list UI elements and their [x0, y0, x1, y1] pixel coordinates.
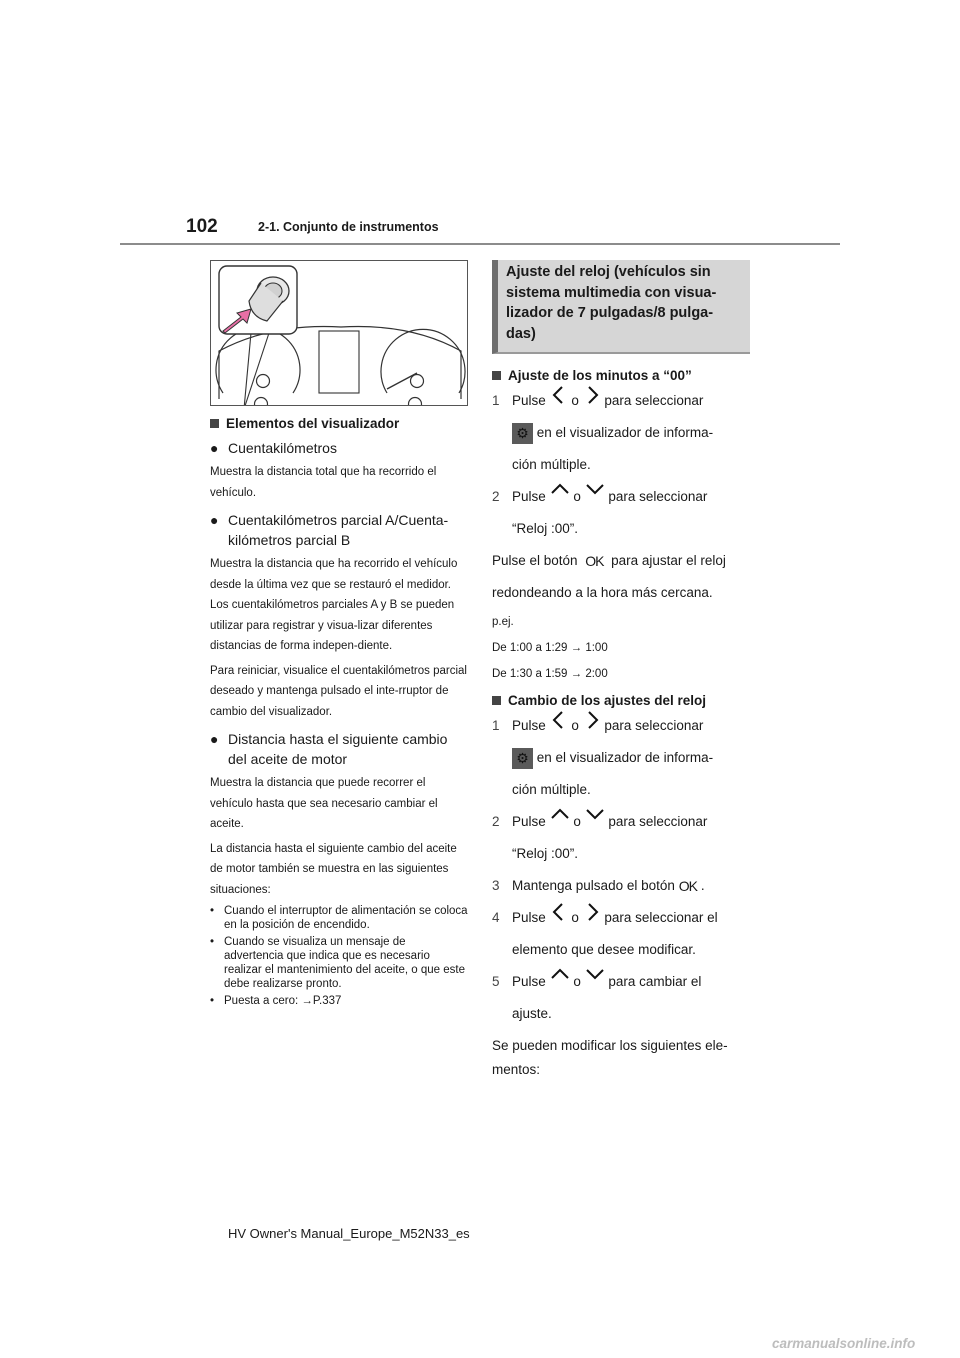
- square-bullet-icon: [210, 419, 219, 428]
- clock-setting-heading: Ajuste del reloj (vehículos sin sistema multimedia con visua-lizador de 7 pulgadas/8 pulga-das): [492, 260, 750, 354]
- odometer-desc: Muestra la distancia total que ha recorrido el vehículo.: [210, 466, 437, 499]
- footer-manual-id: HV Owner's Manual_Europe_M52N33_es: [228, 1226, 470, 1241]
- square-bullet-icon: [492, 371, 501, 380]
- display-items-heading: Elementos del visualizador: [210, 416, 468, 431]
- gear-icon: ⚙: [512, 423, 533, 444]
- multi-info-display: [319, 331, 359, 393]
- change-step-5-cont: ajuste.: [512, 1006, 552, 1022]
- chevron-down-icon: [585, 966, 605, 982]
- chevron-up-icon: [550, 966, 570, 982]
- item-odometer: ● Cuentakilómetros: [210, 440, 337, 456]
- square-bullet-icon: [492, 696, 501, 705]
- list-item: • Cuando se visualiza un mensaje de advertencia que indica que es necesario realizar el mantenimiento del aceite, o que este debe realizarse pronto.: [210, 936, 466, 990]
- step-2: 2 Pulse o para seleccionar: [492, 481, 750, 513]
- change-step-2-cont: “Reloj :00”.: [512, 846, 579, 862]
- chevron-up-icon: [550, 806, 570, 822]
- final-paragraph-cont: mentos:: [492, 1062, 541, 1078]
- trip-meter-desc: Muestra la distancia que ha recorrido el vehículo desde la última vez que se restauró el medidor. Los cuentakilómetros parciales A y B se pueden utilizar para registrar y visua-lizar diferentes distancias de forma indepen-diente.: [210, 558, 458, 652]
- ok-button-icon: OK: [678, 878, 697, 895]
- left-column: [210, 260, 468, 1008]
- item-trip-meter: ● Cuentakilómetros parcial A/Cuenta-kilómetros parcial B: [210, 512, 449, 548]
- list-item: • Puesta a cero: →P.337: [210, 995, 342, 1007]
- ok-button-icon: OK: [585, 553, 604, 570]
- list-item: • Cuando el interruptor de alimentación se coloca en la posición de encendido.: [210, 905, 468, 931]
- change-step-1-cont: ⚙ en el visualizador de informa-: [492, 742, 750, 774]
- change-step-5: 5 Pulse o para cambiar el: [492, 966, 750, 998]
- chevron-left-icon: [550, 902, 568, 922]
- chevron-left-icon: [550, 385, 568, 405]
- example-1: De 1:00 a 1:29 → 1:00: [492, 642, 608, 655]
- ok-paragraph-cont: redondeando a la hora más cercana.: [492, 585, 713, 601]
- oil-desc: Muestra la distancia que puede recorrer el vehículo hasta que sea necesario cambiar el aceite.: [210, 777, 438, 830]
- chevron-right-icon: [583, 902, 601, 922]
- gear-icon: ⚙: [512, 748, 533, 769]
- chevron-right-icon: [583, 710, 601, 730]
- final-paragraph: Se pueden modificar los siguientes ele-: [492, 1038, 728, 1054]
- page-number: 102: [186, 216, 218, 237]
- change-step-1: 1 Pulse o para seleccionar: [492, 710, 750, 742]
- watermark: carmanualsonline.info: [772, 1336, 916, 1351]
- cluster-illustration: [211, 261, 467, 405]
- step-1-end: ción múltiple.: [512, 457, 591, 472]
- bullet-icon: ●: [210, 440, 219, 456]
- item-oil-change-distance: ● Distancia hasta el siguiente cambio del aceite de motor: [210, 731, 448, 767]
- change-step-2: 2 Pulse o para seleccionar: [492, 806, 750, 838]
- chevron-left-icon: [550, 710, 568, 730]
- step-2-cont: “Reloj :00”.: [512, 521, 579, 536]
- right-column: [492, 260, 750, 1082]
- change-step-4-cont: elemento que desee modificar.: [512, 942, 696, 958]
- change-step-3: 3 Mantenga pulsado el botón OK .: [492, 870, 750, 902]
- chevron-down-icon: [585, 481, 605, 497]
- ok-paragraph: Pulse el botón OK para ajustar el reloj: [492, 545, 750, 577]
- example-2: De 1:30 a 1:59 → 2:00: [492, 668, 608, 681]
- step-1: 1 Pulse o para seleccionar: [492, 385, 750, 417]
- header-rule: [120, 243, 840, 245]
- chevron-right-icon: [583, 385, 601, 405]
- minutes-heading: Ajuste de los minutos a “00”: [492, 368, 750, 383]
- bullet-icon: ●: [210, 512, 219, 528]
- change-clock-heading: Cambio de los ajustes del reloj: [492, 693, 750, 708]
- trip-meter-reset: Para reiniciar, visualice el cuentakilómetros parcial deseado y mantenga pulsado el inte-rruptor de cambio del visualizador.: [210, 664, 467, 718]
- situation-list: [210, 904, 468, 1008]
- step-1-cont: ⚙ en el visualizador de informa-: [492, 417, 750, 449]
- example-label: p.ej.: [492, 616, 514, 629]
- change-step-4: 4 Pulse o para seleccionar el: [492, 902, 750, 934]
- change-step-1-end: ción múltiple.: [512, 782, 591, 798]
- bullet-icon: ●: [210, 731, 219, 747]
- chevron-up-icon: [550, 481, 570, 497]
- chevron-down-icon: [585, 806, 605, 822]
- page-reference-link[interactable]: Puesta a cero: →P.337: [224, 995, 342, 1007]
- section-title: 2-1. Conjunto de instrumentos: [258, 220, 439, 234]
- instrument-cluster-figure: [210, 260, 468, 406]
- oil-situations-intro: La distancia hasta el siguiente cambio del aceite de motor también se muestra en las siguientes situaciones:: [210, 842, 457, 896]
